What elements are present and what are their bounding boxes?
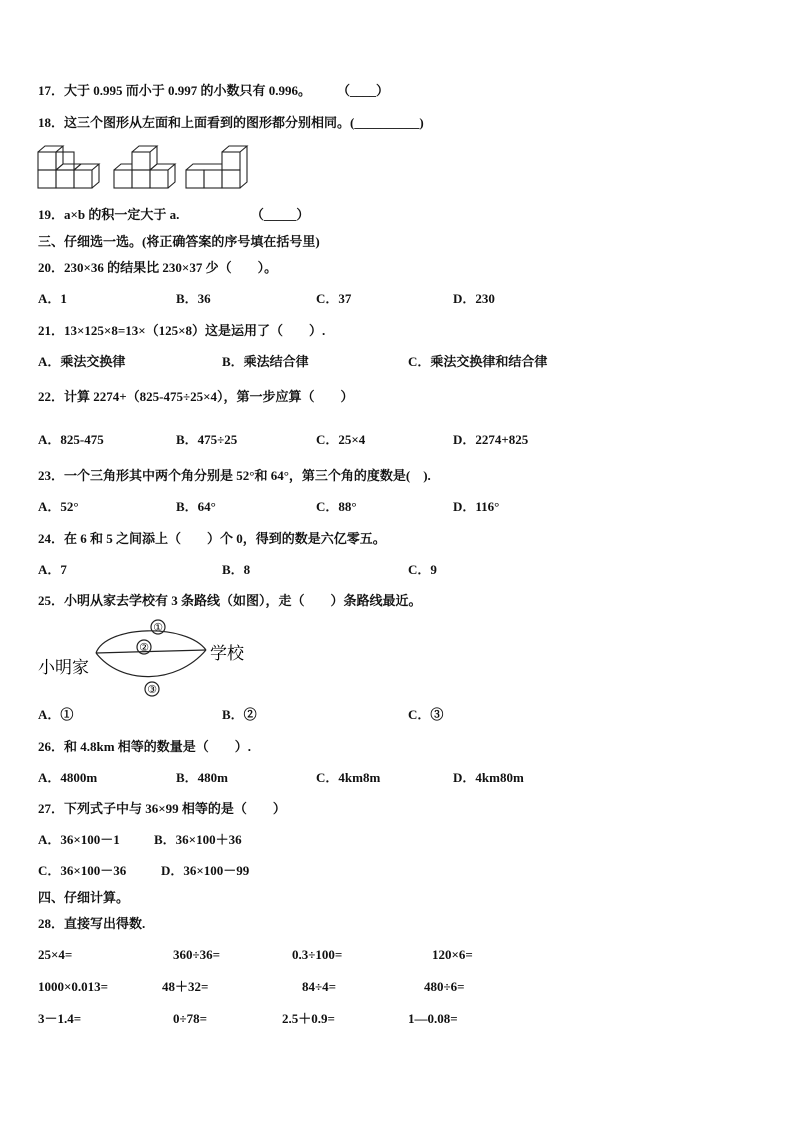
calc-item: 120×6= [432,947,473,962]
option-25-c: C．③ [408,707,444,722]
route-diagram [36,615,256,700]
route-2-path [96,650,206,653]
question-18: 18．这三个图形从左面和上面看到的图形都分别相同。(__________) [38,115,424,130]
option-24-a: A．7 [38,562,67,577]
option-23-c: C．88° [316,499,357,514]
option-24-c: C．9 [408,562,437,577]
question-22: 22．计算 2274+（825-475÷25×4），第一步应算（ ） [38,389,354,404]
calc-item: 0÷78= [173,1011,208,1026]
question-27: 27．下列式子中与 36×99 相等的是（ ） [38,801,286,816]
section-3-title: 三、仔细选一选。(将正确答案的序号填在括号里) [38,234,320,249]
question-25: 25．小明从家去学校有 3 条路线（如图），走（ ）条路线最近。 [38,593,422,608]
calc-item: 3－1.4= [38,1011,82,1026]
option-25-b: B．② [222,707,257,722]
calc-item: 1—0.08= [408,1011,458,1026]
school-label: 学校 [210,644,244,664]
option-27-c: C．36×100－36 [38,863,127,878]
option-22-a: A．825-475 [38,432,104,447]
option-22-b: B．475÷25 [176,432,238,447]
question-24: 24．在 6 和 5 之间添上（ ）个 0，得到的数是六亿零五。 [38,531,386,546]
question-28: 28．直接写出得数. [38,916,146,931]
cube-figures [36,144,251,192]
option-26-c: C．4km8m [316,770,381,785]
calc-item: 48＋32= [162,979,209,994]
option-22-d: D．2274+825 [453,432,529,447]
option-23-d: D．116° [453,499,500,514]
option-27-b: B．36×100＋36 [154,832,242,847]
option-26-b: B．480m [176,770,229,785]
calc-item: 0.3÷100= [292,947,343,962]
question-21: 21．13×125×8=13×（125×8）这是运用了（ ）. [38,323,326,338]
option-26-a: A．4800m [38,770,98,785]
option-27-d: D．36×100－99 [161,863,250,878]
cube-figure-2 [114,146,175,188]
question-26: 26．和 4.8km 相等的数量是（ ）. [38,739,252,754]
option-24-b: B．8 [222,562,251,577]
route-3-label: ③ [147,683,157,696]
option-20-c: C．37 [316,291,352,306]
home-label: 小明家 [38,658,89,678]
calc-item: 480÷6= [424,979,465,994]
option-21-c: C．乘法交换律和结合律 [408,354,548,369]
option-23-a: A．52° [38,499,79,514]
option-22-c: C．25×4 [316,432,366,447]
question-23: 23．一个三角形其中两个角分别是 52°和 64°，第三个角的度数是( ). [38,468,431,483]
route-1-label: ① [153,621,163,634]
calc-item: 360÷36= [173,947,221,962]
cube-figure-1 [38,146,99,188]
question-19: 19．a×b 的积一定大于 a. （_____） [38,207,310,222]
calc-item: 84÷4= [302,979,337,994]
calc-item: 25×4= [38,947,73,962]
option-23-b: B．64° [176,499,216,514]
option-27-a: A．36×100－1 [38,832,120,847]
option-21-a: A．乘法交换律 [38,354,126,369]
calc-item: 1000×0.013= [38,979,109,994]
option-26-d: D．4km80m [453,770,524,785]
option-25-a: A．① [38,707,74,722]
option-21-b: B．乘法结合律 [222,354,309,369]
option-20-b: B．36 [176,291,211,306]
route-2-label: ② [139,641,149,654]
cube-figure-3 [186,146,247,188]
question-20: 20．230×36 的结果比 230×37 少（ ）。 [38,260,278,275]
option-20-d: D．230 [453,291,495,306]
route-3-path [96,650,206,677]
section-4-title: 四、仔细计算。 [38,890,130,905]
question-17: 17．大于 0.995 而小于 0.997 的小数只有 0.996。 （____） [38,83,390,98]
calc-item: 2.5＋0.9= [282,1011,335,1026]
option-20-a: A．1 [38,291,67,306]
